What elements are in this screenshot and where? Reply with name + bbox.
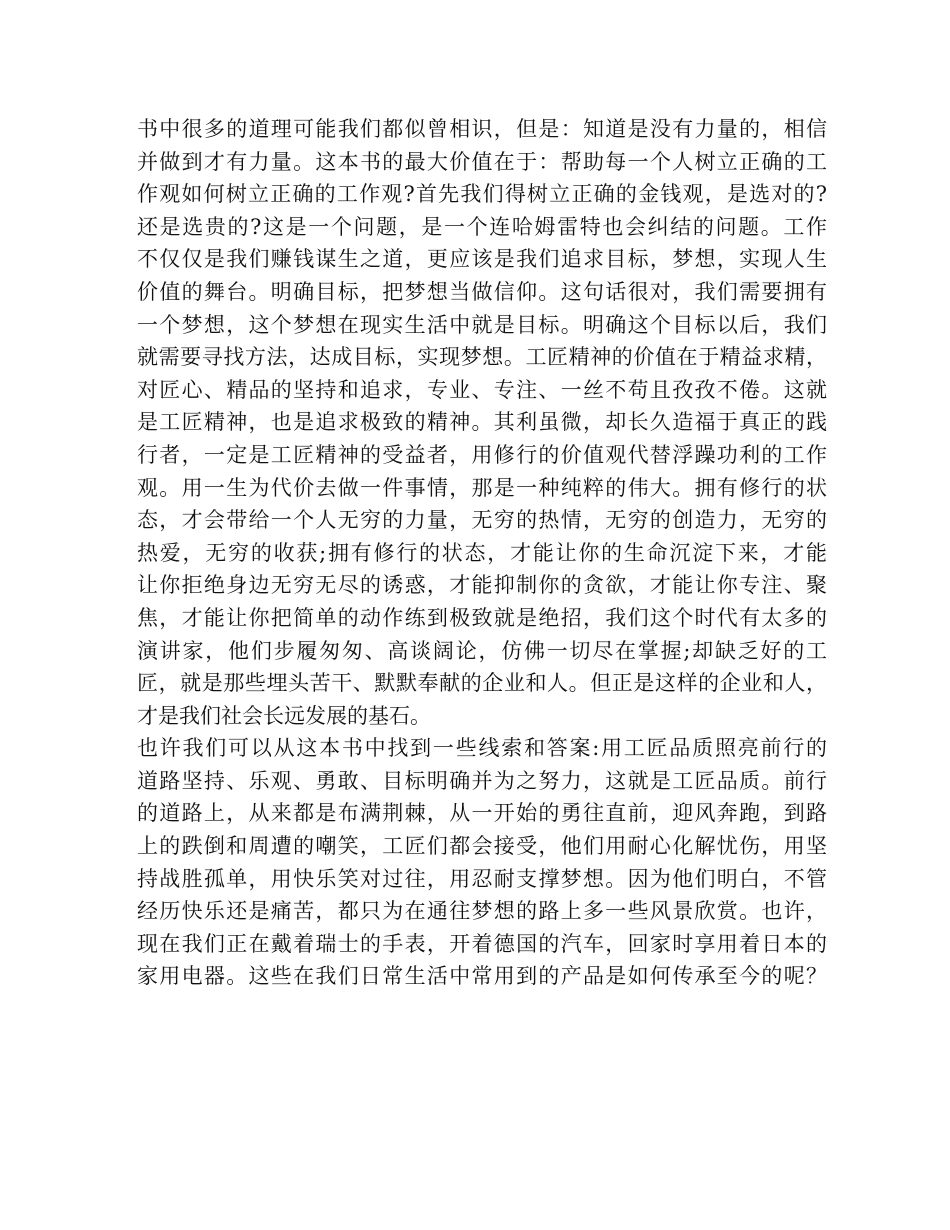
text-line: 焦，才能让你把简单的动作练到极致就是绝招，我们这个时代有太多的 (137, 605, 827, 630)
text-line: 书中很多的道理可能我们都似曾相识，但是：知道是没有力量的，相信 (137, 117, 827, 141)
text-line: 才是我们社会长远发展的基石。 (137, 703, 431, 728)
text-line: 的道路上，从来都是布满荆棘，从一开始的勇往直前，迎风奔跑，到路 (137, 801, 827, 826)
text-line: 家用电器。这些在我们日常生活中常用到的产品是如何传承至今的呢？ (137, 964, 827, 989)
text-line: 现在我们正在戴着瑞士的手表，开着德国的汽车，回家时享用着日本的 (137, 931, 827, 956)
text-line: 持战胜孤单，用快乐笑对过往，用忍耐支撑梦想。因为他们明白，不管 (137, 866, 827, 891)
text-line: 作观如何树立正确的工作观?首先我们得树立正确的金钱观，是选对的? (137, 182, 827, 207)
text-line: 匠，就是那些埋头苦干、默默奉献的企业和人。但正是这样的企业和人， (137, 671, 827, 696)
text-line: 热爱，无穷的收获;拥有修行的状态，才能让你的生命沉淀下来，才能 (137, 540, 827, 565)
text-line: 观。用一生为代价去做一件事情，那是一种纯粹的伟大。拥有修行的状 (137, 475, 827, 500)
text-line: 一个梦想，这个梦想在现实生活中就是目标。明确这个目标以后，我们 (137, 312, 827, 337)
text-line: 也许我们可以从这本书中找到一些线索和答案:用工匠品质照亮前行的 (137, 736, 827, 761)
text-line: 上的跌倒和周遭的嘲笑，工匠们都会接受，他们用耐心化解忧伤，用坚 (137, 834, 827, 859)
text-line: 不仅仅是我们赚钱谋生之道，更应该是我们追求目标，梦想，实现人生 (137, 247, 827, 272)
text-line: 演讲家，他们步履匆匆、高谈阔论，仿佛一切尽在掌握;却缺乏好的工 (137, 638, 827, 663)
document-page (137, 113, 827, 993)
text-line: 态，才会带给一个人无穷的力量，无穷的热情，无穷的创造力，无穷的 (137, 508, 827, 533)
paragraph-2 (137, 732, 827, 993)
text-line: 并做到才有力量。这本书的最大价值在于：帮助每一个人树立正确的工 (137, 149, 827, 174)
text-line: 是工匠精神，也是追求极致的精神。其利虽微，却长久造福于真正的践 (137, 410, 827, 435)
text-line: 行者，一定是工匠精神的受益者，用修行的价值观代替浮躁功利的工作 (137, 442, 827, 467)
text-line: 经历快乐还是痛苦，都只为在通往梦想的路上多一些风景欣赏。也许， (137, 899, 827, 924)
text-line: 就需要寻找方法，达成目标，实现梦想。工匠精神的价值在于精益求精， (137, 345, 827, 370)
text-line: 对匠心、精品的坚持和追求，专业、专注、一丝不苟且孜孜不倦。这就 (137, 377, 827, 402)
text-line: 价值的舞台。明确目标，把梦想当做信仰。这句话很对，我们需要拥有 (137, 279, 827, 304)
text-line: 道路坚持、乐观、勇敢、目标明确并为之努力，这就是工匠品质。前行 (137, 768, 827, 793)
text-line: 还是选贵的?这是一个问题，是一个连哈姆雷特也会纠结的问题。工作 (137, 214, 827, 239)
text-line: 让你拒绝身边无穷无尽的诱惑，才能抑制你的贪欲，才能让你专注、聚 (137, 573, 827, 598)
paragraph-1 (137, 113, 827, 732)
